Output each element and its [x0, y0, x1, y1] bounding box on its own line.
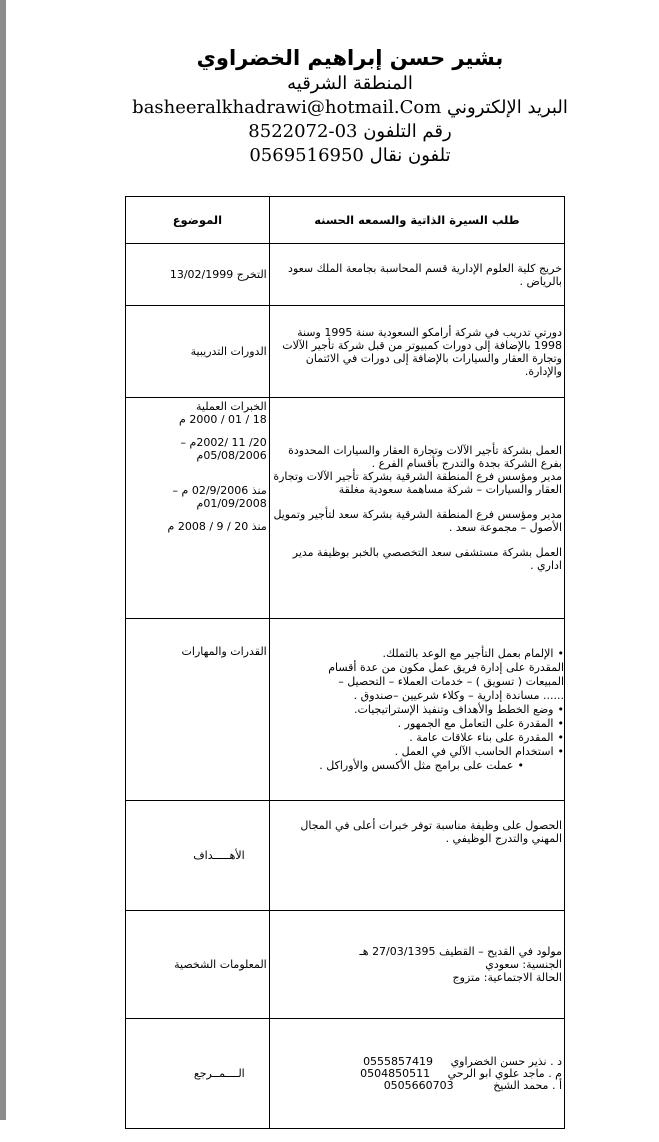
header-body-cell: طلب السيرة الذاتية والسمعه الحسنه [269, 197, 564, 244]
skills-label-cell [126, 619, 270, 801]
experience-date: منذ 20 / 9 / 2008 م [167, 520, 267, 533]
personal-text-cell [269, 911, 564, 1019]
graduation-label: التخرج 13/02/1999 [169, 268, 267, 281]
training-label: الدورات التدريبية [190, 345, 267, 358]
goals-label-cell [126, 801, 270, 911]
cv-table [125, 196, 565, 1129]
birth-info: مولود في القديح – القطيف 27/03/1395 هـ [359, 945, 562, 958]
applicant-name: بشير حسن إبراهيم الخضراوي [196, 46, 504, 70]
goals-text: الحصول على وظيفة مناسبة توفر خبرات أعلى في المجال المهني والتدرج الوظيفي . [300, 819, 562, 845]
skill-item: المبيعات ( تسويق ) – خدمات العملاء – التحصيل – [338, 674, 564, 688]
row-training [126, 306, 565, 398]
references-label: الــــمــرجع [193, 1067, 245, 1080]
skills-list [270, 647, 564, 773]
experience-item: العمل بشركة تأجير الآلات وتجارة العقار والسيارات المحدودة بفرع الشركة بجدة والتدرج بأقسام الفرع . [288, 444, 562, 470]
skill-item: • الإلمام بعمل التأجير مع الوعد بالتملك. [270, 647, 564, 661]
training-text: دورتي تدريب في شركة أرامكو السعودية سنة 1995 وسنة 1998 بالإضافة إلى دورات كمبيوتر من قبل شركة تأجير الآلات وتجارة العقار والسيارات بالإضافة إلى دورات في الائتمان والإدارة. [282, 325, 562, 378]
graduation-text: خريج كلية العلوم الإدارية قسم المحاسبة بجامعة الملك سعود بالرياض . [288, 261, 562, 288]
references-text-cell [269, 1019, 564, 1129]
page-edge-bar [0, 0, 6, 1120]
row-references [126, 1019, 565, 1129]
skill-item: • عملت على برامج مثل الأكسس والأوراكل . [270, 759, 564, 773]
experience-item: مدير ومؤسس فرع المنطقة الشرقية بشركة تأجير الآلات وتجارة العقار والسيارات – شركة مساهمة سعودية مغلقة [273, 470, 562, 496]
experience-list [270, 444, 564, 572]
skill-item: • المقدرة على بناء علاقات عامة . [270, 731, 564, 745]
graduation-text-cell [269, 244, 564, 306]
skills-text-cell [269, 619, 564, 801]
phone-line [60, 120, 640, 144]
row-skills [126, 619, 565, 801]
row-personal [126, 911, 565, 1019]
phone-label: رقم التلفون [363, 121, 452, 142]
skills-label: القدرات والمهارات [181, 645, 267, 658]
email-label: البريد الإلكتروني [447, 97, 568, 118]
skill-item: ...... مساندة إدارية – وكلاء شرعيين –صندوق . [353, 688, 564, 702]
experience-item: مدير ومؤسس فرع المنطقة الشرقية بشركة سعد لتأجير وتمويل الأصول – مجموعة سعد . [273, 508, 562, 534]
training-text-cell [269, 306, 564, 398]
phone-value: 03-8522072 [248, 121, 358, 142]
reference-phone: 0504850511 [360, 1066, 431, 1080]
reference-name: م . ماجد علوي ابو الرحي [447, 1066, 562, 1080]
table-header-row [126, 197, 565, 244]
skill-item: • استخدام الحاسب الآلي في العمل . [270, 745, 564, 759]
experience-date: 20/ 11 /2002م – 05/08/2006م [180, 436, 267, 462]
skill-item: المقدرة على إدارة فريق عمل مكون من عدة أقسام [328, 660, 564, 674]
goals-label: الأهـــــداف [193, 849, 245, 862]
mobile-value: 0569516950 [249, 145, 364, 166]
row-experience [126, 398, 565, 619]
skill-item: • وضع الخطط والأهداف وتنفيذ الإستراتيجيات. [270, 703, 564, 717]
experience-item: العمل بشركة مستشفى سعد التخصصي بالخبر بوظيفة مدير اداري . [292, 546, 562, 572]
header-label-cell: الموضوع [126, 197, 270, 244]
experience-date: 18 / 01 / 2000 م [179, 413, 267, 426]
personal-label-cell [126, 911, 270, 1019]
goals-text-cell [269, 801, 564, 911]
experience-label: الخبرات العملية [195, 400, 267, 413]
mobile-label: تلفون نقال [369, 145, 451, 166]
experience-text-cell [269, 398, 564, 619]
reference-phone: 0505660703 [383, 1078, 454, 1092]
references-label-cell [126, 1019, 270, 1129]
personal-info [270, 945, 564, 984]
email-value: basheeralkhadrawi@hotmail.Com [132, 97, 442, 118]
region: المنطقة الشرقيه [287, 73, 413, 94]
training-label-cell [126, 306, 270, 398]
row-graduation [126, 244, 565, 306]
graduation-label-cell [126, 244, 270, 306]
email-line [60, 96, 640, 120]
marital-info: الحالة الاجتماعية: متزوج [452, 971, 562, 984]
reference-phone: 0555857419 [363, 1054, 434, 1068]
nationality-info: الجنسية: سعودي [485, 958, 562, 971]
row-goals [126, 801, 565, 911]
experience-dates [126, 398, 269, 533]
mobile-line [60, 144, 640, 168]
personal-label: المعلومات الشخصية [174, 958, 267, 971]
references-list [270, 1056, 564, 1092]
experience-label-cell [126, 398, 270, 619]
cv-header [60, 44, 640, 168]
reference-name: أ . محمد الشيخ [493, 1078, 562, 1092]
skill-item: • المقدرة على التعامل مع الجمهور . [270, 717, 564, 731]
experience-date: منذ 02/9/2006 م – 01/09/2008م [172, 484, 267, 510]
reference-item [272, 1080, 562, 1092]
reference-name: د . نذير حسن الخضراوي [450, 1054, 562, 1068]
